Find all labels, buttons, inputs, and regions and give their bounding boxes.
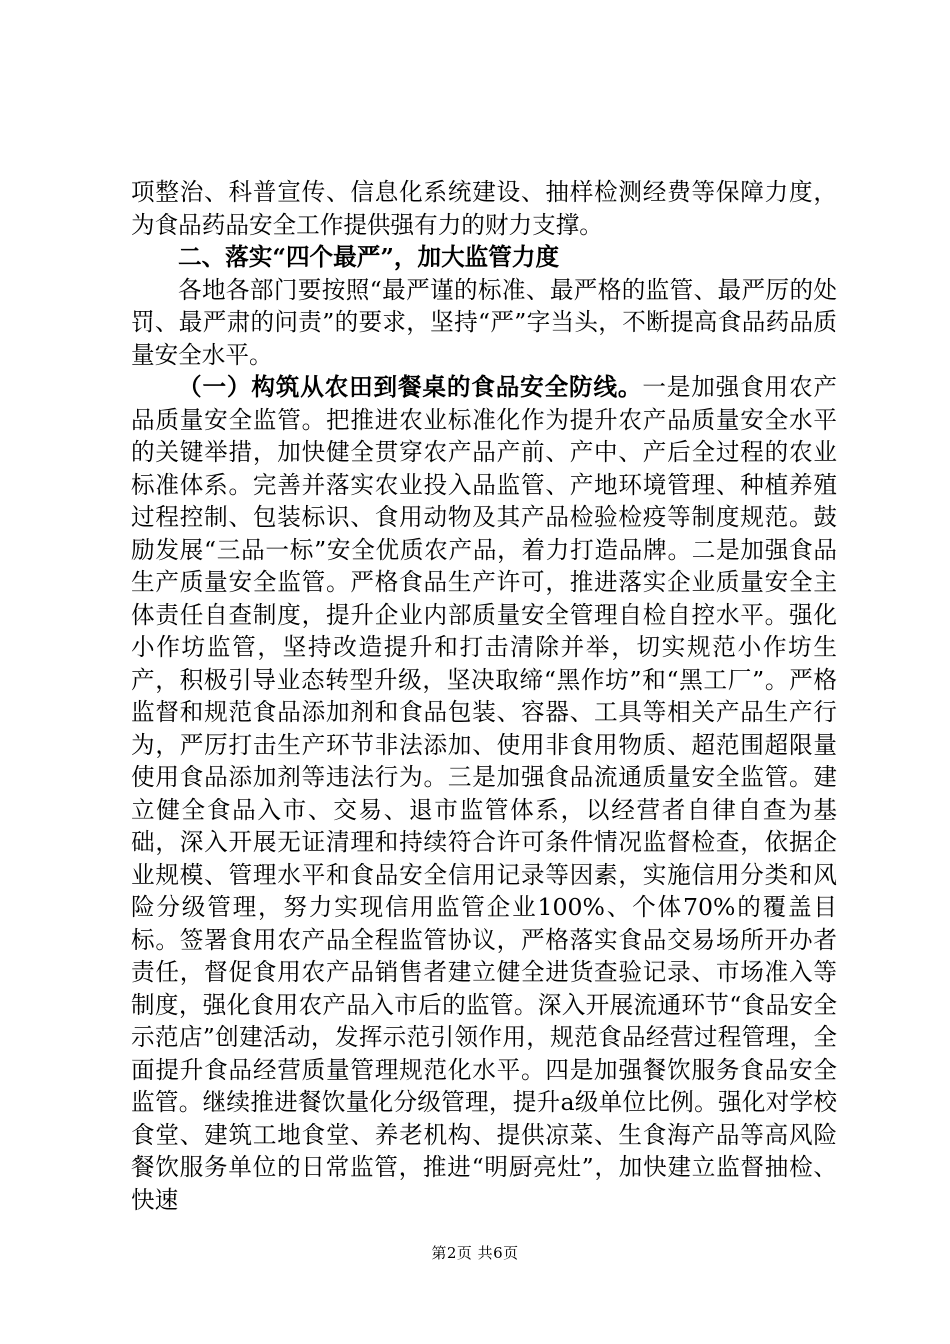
document-body — [131, 176, 837, 1216]
paragraph-continued: 项整治、科普宣传、信息化系统建设、抽样检测经费等保障力度，为食品药品安全工作提供强有力的财力支撑。 — [131, 178, 837, 239]
subsection-body-text: 一是加强食用农产品质量安全监管。把推进农业标准化作为提升农产品质量安全水平的关键举措，加快健全贯穿农产品产前、产中、产后全过程的农业标准体系。完善并落实农业投入品监管、产地环境管理、种植养殖过程控制、包装标识、食用动物及其产品检验检疫等制度规范。鼓励发展“三品一标”安全优质农产品，着力打造品牌。二是加强食品生产质量安全监管。严格食品生产许可，推进落实企业质量安全主体责任自查制度，提升企业内部质量安全管理自检自控水平。强化小作坊监管，坚持改造提升和打击清除并举，切实规范小作坊生产，积极引导业态转型升级，坚决取缔“黑作坊”和“黑工厂”。严格监督和规范食品添加剂和食品包装、容器、工具等相关产品生产行为，严厉打击生产环节非法添加、使用非食用物质、超范围超限量使用食品添加剂等违法行为。三是加强食品流通质量安全监管。建立健全食品入市、交易、退市监管体系，以经营者自律自查为基础，深入开展无证清理和持续符合许可条件情况监督检查，依据企业规模、管理水平和食品安全信用记录等因素，实施信用分类和风险分级管理，努力实现信用监管企业100%、个体70%的覆盖目标。签署食用农产品全程监管协议，严格落实食品交易场所开办者责任，督促食用农产品销售者建立健全进货查验记录、市场准入等制度，强化食用农产品入市后的监管。深入开展流通环节“食品安全示范店”创建活动，发挥示范引领作用，规范食品经营过程管理，全面提升食品经营质量管理规范化水平。四是加强餐饮服务食品安全监管。继续推进餐饮量化分级管理，提升a级单位比例。强化对学校食堂、建筑工地食堂、养老机构、提供凉菜、生食海产品等高风险餐饮服务单位的日常监管，推进“明厨亮灶”，加快建立监督抽检、快速 — [131, 373, 838, 1214]
page-number-footer: 第2页 共6页 — [431, 1244, 519, 1262]
subsection-heading: （一）构筑从农田到餐桌的食品安全防线。 — [178, 373, 643, 401]
section-heading: 二、落实“四个最严”，加大监管力度 — [178, 243, 560, 271]
paragraph-intro: 各地各部门要按照“最严谨的标准、最严格的监管、最严厉的处罚、最严肃的问责”的要求，坚持“严”字当头，不断提高食品药品质量安全水平。 — [131, 275, 837, 369]
paragraph-subsection-1 — [131, 371, 837, 1216]
